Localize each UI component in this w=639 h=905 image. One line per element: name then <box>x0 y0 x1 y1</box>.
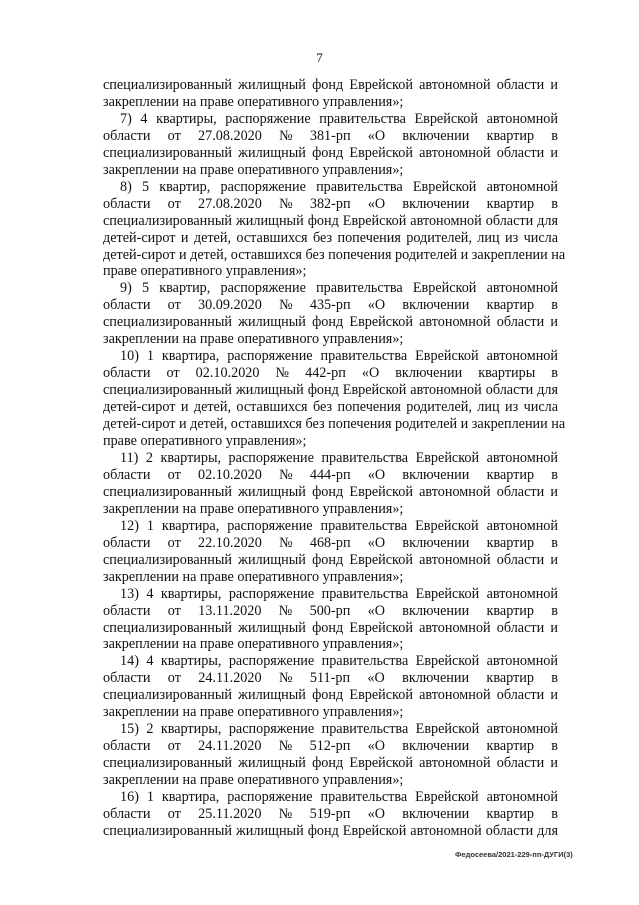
line-text: 14) 4 квартиры, распоряжение правительства Еврейской автономной <box>120 653 558 670</box>
text-line <box>103 467 558 484</box>
paragraph-first-line <box>103 721 558 738</box>
line-text: специализированный жилищный фонд Еврейской автономной области и <box>103 551 558 568</box>
document-body <box>103 77 566 840</box>
line-text: области от 13.11.2020 № 500-рп «О включении квартир в <box>103 602 558 619</box>
text-line <box>103 552 558 569</box>
line-text: области от 27.08.2020 № 382-рп «О включении квартир в <box>103 195 558 212</box>
line-text: праве оперативного управления»; <box>103 263 307 280</box>
line-text: детей-сирот и детей, оставшихся без попечения родителей и закреплении на <box>103 246 566 263</box>
text-line <box>103 263 558 280</box>
text-line <box>103 535 558 552</box>
line-text: специализированный жилищный фонд Еврейской автономной области для <box>103 822 558 839</box>
line-text: закреплении на праве оперативного управления»; <box>103 500 404 517</box>
line-text: специализированный жилищный фонд Еврейской автономной области и <box>103 755 558 772</box>
text-line <box>103 501 558 518</box>
line-text: праве оперативного управления»; <box>103 433 307 450</box>
line-text: закреплении на праве оперативного управления»; <box>103 93 404 110</box>
paragraph-first-line <box>103 518 558 535</box>
line-text: 8) 5 квартир, распоряжение правительства Еврейской автономной <box>120 178 558 195</box>
text-line <box>103 569 558 586</box>
text-line <box>103 772 558 789</box>
text-line <box>103 687 558 704</box>
line-text: закреплении на праве оперативного управления»; <box>103 704 404 721</box>
line-text: области от 30.09.2020 № 435-рп «О включении квартир в <box>103 297 558 314</box>
line-text: области от 02.10.2020 № 444-рп «О включении квартир в <box>103 466 558 483</box>
page-number: 7 <box>316 50 323 65</box>
text-line <box>103 755 558 772</box>
text-line <box>103 365 558 382</box>
line-text: специализированный жилищный фонд Еврейской автономной области и <box>103 144 558 161</box>
line-text: 16) 1 квартира, распоряжение правительства Еврейской автономной <box>120 789 558 806</box>
text-line <box>103 196 558 213</box>
line-text: специализированный жилищный фонд Еврейской автономной области и <box>103 483 558 500</box>
text-line <box>103 399 558 416</box>
text-line <box>103 246 566 264</box>
line-text: специализированный жилищный фонд Еврейской автономной области и <box>103 77 558 93</box>
text-line <box>103 213 558 230</box>
paragraph-first-line <box>103 179 558 196</box>
line-text: 9) 5 квартир, распоряжение правительства Еврейской автономной <box>120 280 558 297</box>
line-text: 15) 2 квартиры, распоряжение правительства Еврейской автономной <box>120 721 558 738</box>
line-text: области от 25.11.2020 № 519-рп «О включении квартир в <box>103 805 558 822</box>
text-line <box>103 230 558 247</box>
line-text: 7) 4 квартиры, распоряжение правительства Еврейской автономной <box>120 110 558 127</box>
paragraph-first-line <box>103 280 558 297</box>
text-line <box>103 162 558 179</box>
text-line <box>103 416 566 433</box>
line-text: закреплении на праве оперативного управления»; <box>103 331 404 348</box>
line-text: детей-сирот и детей, оставшихся без попечения родителей, лиц из числа <box>103 229 558 246</box>
line-text: специализированный жилищный фонд Еврейской автономной области и <box>103 687 558 704</box>
line-text: специализированный жилищный фонд Еврейской автономной области и <box>103 314 558 331</box>
line-text: закреплении на праве оперативного управления»; <box>103 161 404 178</box>
text-line <box>103 331 558 348</box>
text-line <box>103 382 558 399</box>
footer-reference: Федосеева/2021-229-пп-ДУГИ(3) <box>455 850 573 859</box>
text-line <box>103 704 558 721</box>
paragraph-first-line <box>103 450 558 467</box>
line-text: специализированный жилищный фонд Еврейской автономной области и <box>103 619 558 636</box>
line-text: 11) 2 квартиры, распоряжение правительства Еврейской автономной <box>120 449 558 466</box>
text-line <box>103 484 558 501</box>
paragraph-first-line <box>103 789 558 806</box>
paragraph-first-line <box>103 586 558 603</box>
line-text: специализированный жилищный фонд Еврейской автономной области для <box>103 212 558 229</box>
line-text: специализированный жилищный фонд Еврейской автономной области для <box>103 382 558 399</box>
line-text: 13) 4 квартиры, распоряжение правительства Еврейской автономной <box>120 585 558 602</box>
text-line <box>103 806 558 823</box>
text-line <box>103 77 558 94</box>
text-line <box>103 433 558 450</box>
line-text: области от 24.11.2020 № 512-рп «О включении квартир в <box>103 738 558 755</box>
text-line <box>103 636 558 653</box>
text-line <box>103 297 558 314</box>
text-line <box>103 94 558 111</box>
text-line <box>103 603 558 620</box>
line-text: закреплении на праве оперативного управления»; <box>103 772 404 789</box>
line-text: детей-сирот и детей, оставшихся без попечения родителей, лиц из числа <box>103 399 558 416</box>
paragraph-first-line <box>103 111 558 128</box>
text-line <box>103 738 558 755</box>
text-line <box>103 145 558 162</box>
line-text: области от 27.08.2020 № 381-рп «О включении квартир в <box>103 127 558 144</box>
text-line <box>103 670 558 687</box>
paragraph-first-line <box>103 348 558 365</box>
text-line <box>103 128 558 145</box>
text-line <box>103 314 558 331</box>
line-text: детей-сирот и детей, оставшихся без попечения родителей и закреплении на <box>103 416 566 433</box>
line-text: области от 24.11.2020 № 511-рп «О включении квартир в <box>103 670 558 687</box>
line-text: закреплении на праве оперативного управления»; <box>103 636 404 653</box>
line-text: области от 22.10.2020 № 468-рп «О включении квартир в <box>103 534 558 551</box>
text-line <box>103 823 558 840</box>
line-text: 10) 1 квартира, распоряжение правительства Еврейской автономной <box>120 348 558 365</box>
line-text: 12) 1 квартира, распоряжение правительства Еврейской автономной <box>120 517 558 534</box>
line-text: закреплении на праве оперативного управления»; <box>103 568 404 585</box>
paragraph-first-line <box>103 653 558 670</box>
text-line <box>103 620 558 637</box>
line-text: области от 02.10.2020 № 442-рп «О включении квартиры в <box>103 365 558 382</box>
